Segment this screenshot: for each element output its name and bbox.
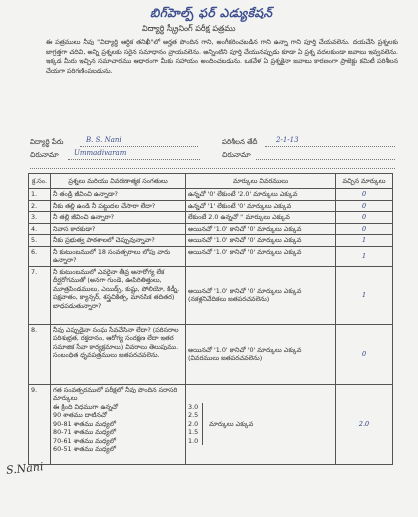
row-rule-scores [186, 384, 336, 464]
address2-line [256, 159, 395, 160]
score-value: 2.0 [188, 419, 199, 428]
row-rule: అయినచో '1.0' కానిచో '0' మార్కులు ఎక్కువ (వివరములు జతపరచవలెను) [186, 324, 336, 384]
row-sno: 7. [29, 266, 51, 324]
student-name-value: B. S. Nani [86, 136, 122, 144]
table-row [29, 200, 393, 212]
table-header-row [29, 174, 393, 189]
row-question: నీ కుటుంబములో ఎవరైనా తీవ్ర అనారోగ్య లేక దీర్ఘరోగముతో (అనగా గుండె, ఊపిరితిత్తులు, మూత్రపిండములు, ఎయిడ్స్, కుష్టు, పోలియో, కిడ్నీ, పక్షవాతం, క్యాన్సర్, శస్త్రచికిత్స, మానసిక తదితర) బాధపడుతున్నారా? [51, 266, 186, 324]
student-name-label: విద్యార్థి పేరు [30, 138, 64, 146]
grade-line: 70-61 శాతము మధ్యలో [53, 436, 116, 445]
page-subtitle: విద్యార్థి స్క్రీనింగ్ పరీక్ష పత్రము [142, 24, 236, 33]
screening-table [28, 173, 393, 465]
row-mark: 0 [336, 200, 393, 212]
row-mark: 0 [336, 324, 393, 384]
row-rule: అయినచో '1.0' కానిచో '0' మార్కులు ఎక్కువ (నకళ్లనివేదికలు జతపరచవలెను) [186, 266, 336, 324]
row-rule: లేకుంటే 2.0 ఉన్నచో '' మార్కులు ఎక్కువ [186, 212, 336, 224]
row-sno: 5. [29, 235, 51, 247]
row-rule: ఉన్నచో '0' లేకుంటే '2.0' మార్కులు ఎక్కువ [186, 189, 336, 201]
row-sno: 4. [29, 223, 51, 235]
address-label: చిరునామా [30, 151, 59, 159]
separator-line [30, 168, 395, 169]
intro-paragraph: ఈ పత్రములు నీవు "విద్యార్థి ఆర్థిక తనిఖీ"లో అర్హత పొందిన గాని, అంగీకరించబడిన గాని ఉన్నా గాని పూర్తి చేయవలెను. దయచేసి ప్రశ్నలకు జాగ్రత్తగా చదివి, అన్ని ప్రశ్నలకు సరైన సమాధానం వ్రాయవలెను. అన్నింటిని పూర్తి చేయునప్పుడు కూడా ఏ ప్రశ్న వదలకుండా జవాబు ఇవ్వవలెను. ఇక్కడ మీరు ఇచ్చిన సమాచారము ఆధారంగా మీకు సహాయం అందించబడును. ఒకవేళ ఏ ప్రశ్నకైనా జవాబు కారణంగా ప్రాజెక్టు కమిటీ పరిశీలన చేయగా పరిగణింపబడును. [46, 38, 398, 75]
grade-line: 90 శాతము దాటినచో [53, 411, 107, 419]
grades-intro: ఈ క్రింది విధముగా ఉన్నచో [53, 402, 119, 411]
header-rule: మార్కులు వివరములు [186, 174, 336, 189]
row-question: నీవు ఎప్పుడైనా సంఘ సేవచేసినా లేదా? (పరిసరాల పరిశుభ్రత, రక్తదానం, ఆరోగ్య సంరక్షణ లేదా ఇతర సమాజిక సేవా కార్యక్రమాలు) వివరాలు తెలుపుము. సంబంధిత ధృవపత్రములు జతపరచవలెను. [51, 324, 186, 384]
row-sno: 8. [29, 324, 51, 384]
row-question: నీ తండ్రి జీవించి ఉన్నాడా? [51, 189, 186, 201]
address2-label: చిరునామా [222, 151, 251, 159]
row-question-grades [51, 384, 186, 464]
table-row [29, 324, 393, 384]
date-value: 2-1-13 [276, 136, 299, 144]
row-question: నివాస కారకుడా? [51, 223, 186, 235]
row-sno: 3. [29, 212, 51, 224]
grades-question: గత సంవత్సరములో పరీక్షలో నీవు పొందిన సరాసరి మార్కులు [53, 385, 178, 402]
table-row [29, 246, 393, 266]
row-question: నీ తల్లి జీవించి ఉన్నారా? [51, 212, 186, 224]
student-name-line [80, 146, 198, 147]
row-question: నీకు తల్లి ఉండి నీ పట్టుదల చేసారా లేదా? [51, 200, 186, 212]
row-rule: ఉన్నచో '1' లేకుంటే '0' మార్కులు ఎక్కువ [186, 200, 336, 212]
header-sno: క్ర.సం. [29, 174, 51, 189]
header-marks: వచ్చిన మార్కులు [336, 174, 393, 189]
table-row [29, 189, 393, 201]
signature: S.Nani [5, 460, 45, 477]
table-row [29, 235, 393, 247]
row-mark: 1 [336, 266, 393, 324]
date-line [265, 146, 395, 147]
row-mark: 2.0 [336, 384, 393, 464]
table-row [29, 212, 393, 224]
row-mark: 0 [336, 189, 393, 201]
score-value: 3.0 [188, 402, 199, 411]
row-mark: 0 [336, 212, 393, 224]
row-rule: అయినచో '1.0' కానిచో '0' మార్కులు ఎక్కువ [186, 246, 336, 266]
page-title: బిగ్‌హెల్ప్ ఫర్ ఎడ్యుకేషన్ [150, 6, 273, 20]
row-sno: 6. [29, 246, 51, 266]
row-question: నీకు ప్రభుత్వ పాఠశాలలో చెప్పువున్నావా? [51, 235, 186, 247]
score-value: 2.5 [188, 411, 199, 420]
row-sno: 1. [29, 189, 51, 201]
row-rule: అయినచో '1.0' కానిచో '0' మార్కులు ఎక్కువ [186, 223, 336, 235]
table-row [29, 266, 393, 324]
grade-line: 60-51 శాతము మధ్యలో [53, 445, 116, 453]
scores-caption: మార్కులు ఎక్కువ [209, 419, 254, 428]
row-question: నీ కుటుంబములో 18 సంవత్సరాలు లోపు వారు ఉన్నారా? [51, 246, 186, 266]
row-sno: 2. [29, 200, 51, 212]
score-value: 1.0 [188, 436, 199, 445]
address-value: Ummadivaram [74, 149, 127, 157]
table-row [29, 223, 393, 235]
row-sno: 9. [29, 384, 51, 464]
address-line [68, 159, 200, 160]
table-row [29, 384, 393, 464]
row-mark: 0 [336, 223, 393, 235]
row-mark: 1 [336, 235, 393, 247]
grade-line: 80-71 శాతము మధ్యలో [53, 428, 116, 436]
grade-line: 90-81 శాతము మధ్యలో [53, 419, 116, 428]
row-mark: 1 [336, 246, 393, 266]
row-rule: అయినచో '1.0' కానిచో '0' మార్కులు ఎక్కువ [186, 235, 336, 247]
date-label: పరిశీలన తేదీ [222, 138, 258, 146]
score-value: 1.5 [188, 428, 199, 437]
header-question: ప్రశ్నలు మరియు వివరణాత్మక సంగతులు [51, 174, 186, 189]
